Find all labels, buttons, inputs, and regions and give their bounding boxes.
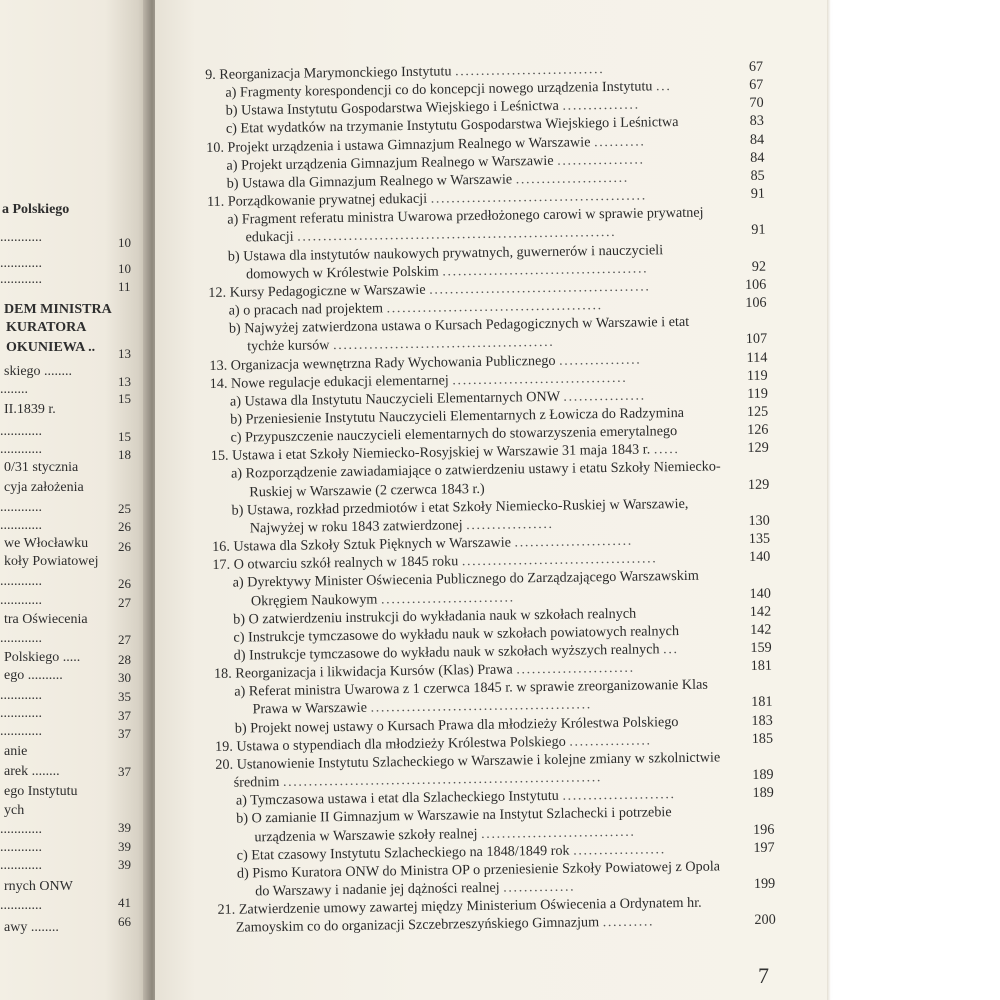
toc-page-number: 159: [750, 639, 772, 656]
toc-page-number: 91: [750, 185, 766, 203]
toc-entry-text: a) Tymczasowa ustawa i etat dla Szlacheckiego Instytutu: [235, 788, 559, 809]
toc-page-number: 92: [751, 258, 767, 275]
toc-page-number: 140: [748, 548, 771, 566]
left-page-number: 35: [118, 689, 131, 704]
left-line: II.1839 r.: [4, 402, 56, 417]
toc-entry-text: 9. Reorganizacja Marymonckiego Instytutu: [205, 63, 452, 83]
toc-leader-dots: ......................: [562, 786, 676, 805]
left-page-number: 28: [118, 652, 131, 667]
toc-leader-dots: .....: [653, 441, 680, 458]
left-line: ........: [0, 382, 28, 397]
left-page-number: 27: [118, 632, 131, 647]
toc-page-number: 140: [749, 585, 772, 602]
left-page-number: 15: [118, 391, 131, 406]
toc-page-number: 83: [749, 113, 764, 130]
toc-entry-text: b) Przeniesienie Instytutu Nauczycieli Elementarnych z Łowicza do Radzymina: [230, 404, 685, 428]
toc-entry-text: 12. Kursy Pedagogiczne w Warszawie: [208, 281, 426, 301]
toc-entry-text: d) Instrukcje tymczasowe do wykładu nauk w szkołach wyższych realnych: [233, 641, 660, 664]
left-line: ............: [0, 631, 42, 646]
toc-leader-dots: ..............................................................: [282, 769, 603, 791]
toc-entry-text: 15. Ustawa i etat Szkoły Niemiecko-Rosyjskiej w Warszawie 31 maja 1843 r.: [210, 441, 651, 465]
toc-leader-dots: .......................: [516, 659, 635, 678]
toc-entry-text: c) Przypuszczenie nauczycieli elementarnych do stowarzyszenia emerytalnego: [230, 423, 678, 446]
toc-page-number: 114: [746, 349, 768, 366]
toc-page-number: 130: [748, 512, 770, 529]
toc-page-number: 67: [749, 76, 764, 94]
toc-entry-text: b) Ustawa dla Gimnazjum Realnego w Warszawie: [226, 171, 513, 192]
toc-leader-dots: .......................: [514, 532, 633, 551]
left-line: anie: [4, 744, 28, 759]
toc-leader-dots: ..............................................................: [297, 224, 617, 246]
left-line: ............: [0, 256, 42, 271]
left-line: ego Instytutu: [4, 784, 78, 799]
toc-page-number: 185: [751, 730, 774, 747]
left-line: ............: [0, 840, 42, 855]
page-edge: [827, 0, 831, 1000]
toc-page-number: 189: [752, 766, 774, 784]
left-page-number: 10: [118, 261, 131, 276]
toc-leader-dots: ..........: [593, 133, 646, 150]
toc-entry-text: a) Projekt urządzenia Gimnazjum Realnego w Warszawie: [226, 152, 554, 174]
toc-entry-text: a) o pracach nad projektem: [228, 300, 384, 319]
left-line: cyja założenia: [4, 480, 84, 495]
left-page-number: 25: [118, 501, 131, 516]
toc-page-number: 91: [751, 222, 766, 239]
toc-page-number: 119: [746, 367, 768, 384]
toc-page-number: 181: [750, 657, 773, 675]
left-line: we Włocławku: [4, 536, 89, 551]
toc-entry-text: 10. Projekt urządzenia i ustawa Gimnazjum Realnego w Warszawie: [206, 133, 591, 156]
toc-entry-text: b) O zamianie II Gimnazjum w Warszawie na Instytut Szlachecki i potrzebie urządzenia w Warszawie szkoły realnej: [236, 804, 672, 845]
toc-page-number: 142: [749, 603, 772, 620]
toc-leader-dots: ..........................................: [430, 187, 647, 207]
toc-page-number: 183: [751, 712, 773, 729]
toc-leader-dots: ..........................................: [386, 297, 603, 317]
toc-entry-text: 13. Organizacja wewnętrzna Rady Wychowania Publicznego: [209, 352, 556, 374]
toc-entry-text: b) Ustawa Instytutu Gospodarstwa Wiejskiego i Leśnictwa: [225, 98, 560, 120]
left-line: arek ........: [4, 764, 60, 779]
toc-leader-dots: ......................: [515, 169, 630, 188]
toc-leader-dots: ......................................: [461, 550, 658, 570]
left-line: tra Oświecenia: [4, 612, 88, 627]
left-page-number: 11: [118, 279, 131, 294]
toc-entry-text: c) Etat czasowy Instytutu Szlacheckiego na 1848/1849 rok: [236, 842, 570, 864]
left-page-number: 41: [118, 895, 131, 910]
left-page-number: 39: [118, 839, 131, 854]
left-page: [0, 0, 150, 1000]
toc-leader-dots: ........................................: [442, 260, 649, 280]
toc-leader-dots: ..............: [503, 878, 576, 896]
left-line: DEM MINISTRA: [4, 302, 112, 317]
toc-entry-text: 20. Ustanowienie Instytutu Szlacheckiego w Warszawie i kolejne zmiany w szkolnictwie średnim: [215, 749, 721, 791]
toc-page-number: 196: [752, 821, 775, 838]
left-page-number: 18: [118, 447, 131, 462]
left-line: koły Powiatowej: [4, 554, 99, 569]
left-line: KURATORA: [6, 320, 87, 335]
toc-page-number: 84: [749, 131, 765, 148]
toc-page-number: 84: [750, 149, 765, 166]
toc-page-number: 129: [747, 476, 770, 493]
toc-entry-text: 11. Porządkowanie prywatnej edukacji: [206, 190, 428, 211]
toc-page-number: 85: [750, 167, 765, 184]
toc-leader-dots: ................: [569, 732, 652, 750]
toc-entry-text: a) Fragment referatu ministra Uwarowa przedłożonego carowi w sprawie prywatnej edukacji: [227, 204, 704, 246]
toc-entry-text: a) Fragmenty korespondencji co do koncepcji nowego urządzenia Instytutu: [225, 78, 653, 101]
toc-entry-text: d) Pismo Kuratora ONW do Ministra OP o przeniesienie Szkoły Powiatowej z Opola do Warszawy i nadanie jej dążności realnej: [236, 858, 721, 900]
toc-entry-text: 16. Ustawa dla Szkoły Sztuk Pięknych w Warszawie: [212, 534, 512, 556]
toc-entry-text: 18. Reorganizacja i likwidacja Kursów (Klas) Prawa: [213, 661, 513, 683]
toc-page-number: 125: [746, 403, 769, 420]
left-line: ............: [0, 442, 42, 457]
toc-leader-dots: ...: [655, 78, 672, 95]
toc-entry-text: b) Projekt nowej ustawy o Kursach Prawa dla młodzieży Królestwa Polskiego: [234, 713, 679, 737]
toc-page-number: 126: [747, 421, 769, 439]
toc-page-number: 181: [751, 694, 773, 711]
toc-page-number: 67: [748, 58, 764, 75]
toc-entry-text: b) Ustawa dla instytutów naukowych prywatnych, guwernerów i nauczycieli domowych w Królestwie Polskim: [227, 241, 664, 283]
left-line: ............: [0, 272, 42, 287]
left-line: skiego ........: [4, 364, 73, 379]
left-line: ............: [0, 858, 42, 873]
toc-entry-text: a) Referat ministra Uwarowa z 1 czerwca 1845 r. w sprawie zreorganizowanie Klas Prawa w Warszawie: [234, 676, 708, 718]
toc-page-number: 197: [753, 839, 775, 856]
toc-page-number: 129: [747, 439, 769, 457]
toc-page-number: 106: [744, 276, 767, 293]
left-line: ............: [0, 500, 42, 515]
left-line: ............: [0, 706, 42, 721]
left-line: ych: [4, 803, 25, 818]
toc-leader-dots: ..............................: [480, 823, 636, 842]
toc-leader-dots: ...........................................: [332, 334, 555, 354]
toc-page-number: 189: [752, 784, 774, 802]
toc-leader-dots: ...........................................: [370, 696, 592, 717]
toc-page-number: 70: [749, 95, 764, 112]
left-line: a Polskiego: [2, 202, 70, 217]
left-page-number: 26: [118, 576, 131, 591]
left-line: ............: [0, 424, 42, 439]
left-page-number: 26: [118, 539, 131, 554]
left-page-number: 13: [118, 346, 131, 361]
left-line: ............: [0, 230, 42, 245]
toc-entry-text: c) Instrukcje tymczasowe do wykładu nauk w szkołach powiatowych realnych: [233, 622, 680, 646]
left-line: 0/31 stycznia: [4, 460, 79, 475]
toc-leader-dots: ................: [563, 387, 646, 405]
left-line: ego ..........: [4, 668, 63, 683]
left-line: ............: [0, 593, 42, 608]
left-page-number: 26: [118, 519, 131, 534]
toc-entry-text: a) Ustawa dla Instytutu Nauczycieli Elementarnych ONW: [229, 388, 560, 410]
left-page-number: 66: [118, 914, 131, 929]
left-line: Polskiego .....: [4, 650, 81, 665]
toc-leader-dots: ................: [558, 351, 642, 369]
left-page-number: 37: [118, 726, 131, 741]
left-page-number: 39: [118, 857, 131, 872]
toc-page-number: 119: [747, 385, 769, 402]
toc-leader-dots: .............................: [454, 61, 605, 80]
left-page-number: 37: [118, 764, 131, 779]
toc-page-number: 135: [748, 530, 771, 548]
toc-leader-dots: .................: [466, 515, 554, 534]
left-page-number: 30: [118, 670, 131, 685]
toc-entry-text: b) O zatwierdzeniu instrukcji do wykładania nauk w szkołach realnych: [233, 605, 637, 628]
toc-leader-dots: ...............: [562, 96, 640, 115]
left-line: OKUNIEWA ..: [6, 340, 96, 355]
left-line: ............: [0, 518, 42, 533]
toc-entry-text: b) Ustawa, rozkład przedmiotów i etat Szkoły Niemiecko-Ruskiej w Warszawie, Najwyżej w roku 1843 zatwierdzonej: [231, 495, 689, 537]
toc-leader-dots: ..........................: [380, 588, 515, 607]
toc-leader-dots: ...: [663, 641, 679, 658]
toc-entry-text: 21. Zatwierdzenie umowy zawartej między Ministerium Oświecenia a Ordynatem hr. Zamoyskim co do organizacji Szczebrzeszyńskiego Gimnazjum: [217, 894, 702, 936]
left-line: rnych ONW: [4, 879, 73, 894]
toc-entry-text: 19. Ustawa o stypendiach dla młodzieży Królestwa Polskiego: [214, 733, 566, 755]
left-line: ............: [0, 688, 42, 703]
left-line: awy ........: [4, 920, 59, 935]
toc-entry-text: c) Etat wydatków na trzymanie Instytutu Gospodarstwa Wiejskiego i Leśnictwa: [225, 114, 679, 138]
left-page-number: 13: [118, 374, 131, 389]
toc-entry-text: a) Rozporządzenie zawiadamiające o zatwierdzeniu ustawy i etatu Szkoły Niemiecko-Ruskiej w Warszawie (2 czerwca 1843 r.): [230, 458, 721, 500]
left-line: ............: [0, 724, 42, 739]
left-page-number: 39: [118, 820, 131, 835]
toc-page-number: 200: [754, 911, 776, 929]
toc-page-number: 142: [750, 621, 772, 638]
toc-page-number: 106: [745, 294, 767, 312]
left-page-number: 27: [118, 595, 131, 610]
left-page-number: 10: [118, 235, 131, 250]
toc-leader-dots: ..........: [602, 913, 655, 931]
toc-entry-text: b) Najwyżej zatwierdzona ustawa o Kursach Pedagogicznych w Warszawie i etat tychże kursów: [228, 314, 690, 355]
toc-page-number: 107: [745, 331, 768, 348]
left-line: ............: [0, 898, 42, 913]
left-line: ............: [0, 822, 42, 837]
toc-leader-dots: ..................................: [452, 369, 628, 389]
toc-entry-text: 17. O otwarciu szkół realnych w 1845 roku: [212, 553, 459, 574]
table-of-contents: [205, 58, 790, 938]
left-line: ............: [0, 574, 42, 589]
left-page-number: 15: [118, 429, 131, 444]
toc-entry-text: a) Dyrektywy Minister Oświecenia Publicznego do Zarządzającego Warszawskim Okręgiem Naukowym: [232, 568, 699, 609]
page-number: 7: [758, 963, 769, 988]
toc-leader-dots: ..................: [573, 840, 666, 859]
toc-entry-text: 14. Nowe regulacje edukacji elementarnej: [209, 372, 449, 392]
toc-page-number: 199: [753, 875, 776, 892]
left-page-number: 37: [118, 708, 131, 723]
toc-leader-dots: .................: [557, 151, 645, 169]
toc-leader-dots: ...........................................: [429, 278, 651, 298]
